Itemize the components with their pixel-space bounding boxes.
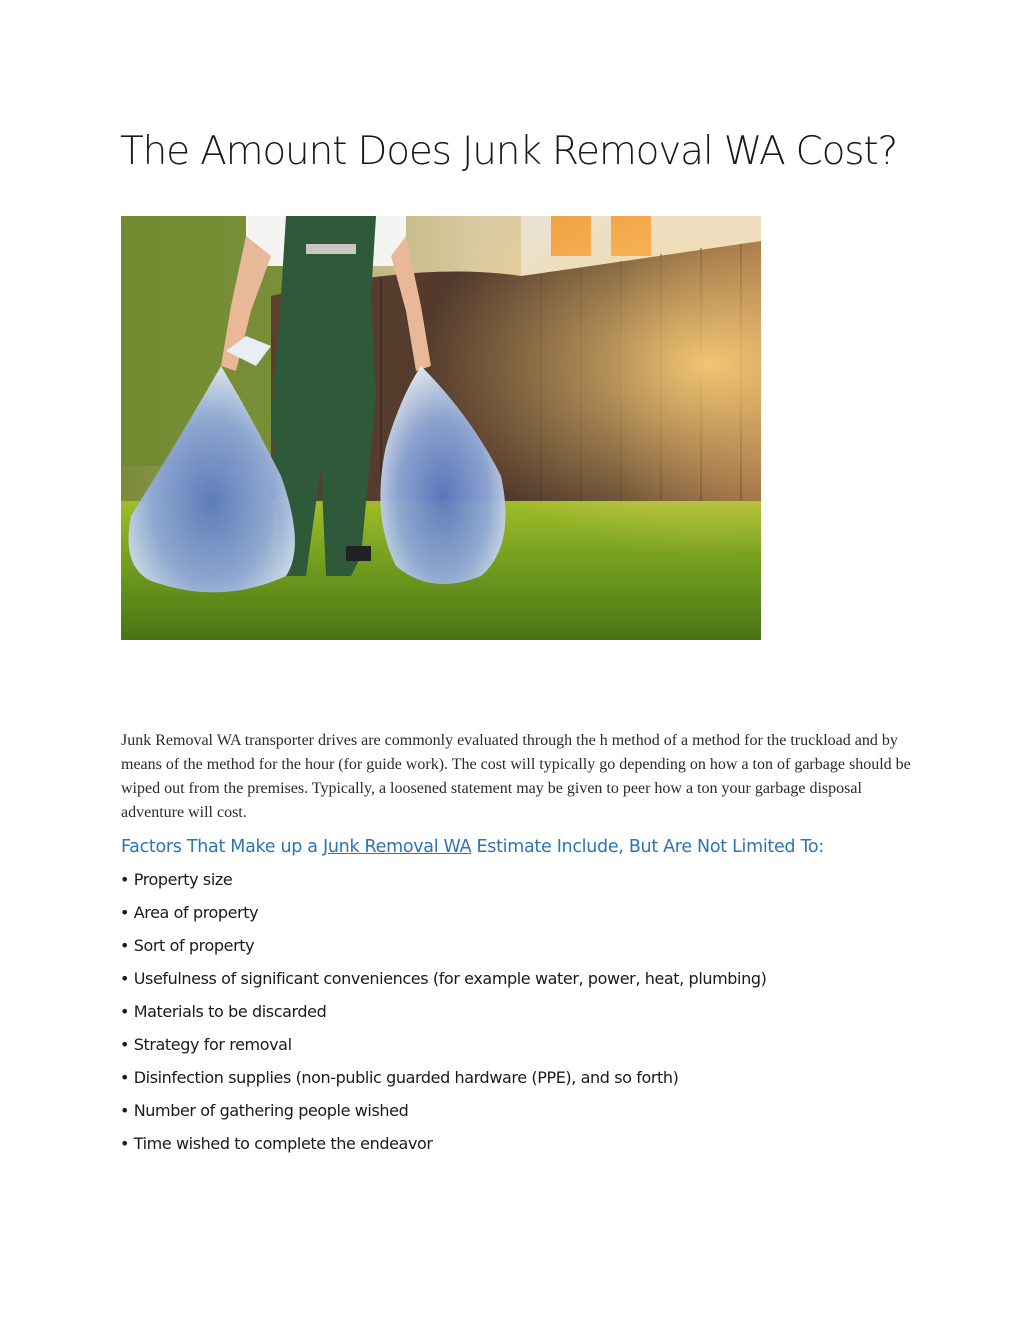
factors-list — [120, 866, 766, 1163]
list-item: • Area of property — [120, 903, 259, 922]
list-item: • Materials to be discarded — [120, 1002, 327, 1021]
factors-heading-after: Estimate Include, But Are Not Limited To: — [471, 837, 824, 857]
list-item: • Disinfection supplies (non-public guarded hardware (PPE), and so forth) — [120, 1068, 679, 1087]
list-item: • Number of gathering people wished — [120, 1101, 409, 1120]
page-title: The Amount Does Junk Removal WA Cost? — [120, 129, 898, 174]
factors-heading — [121, 834, 824, 860]
list-item: • Strategy for removal — [120, 1035, 292, 1054]
list-item: • Usefulness of significant conveniences (for example water, power, heat, plumbing) — [120, 969, 767, 988]
intro-paragraph: Junk Removal WA transporter drives are commonly evaluated through the h method of a method for the truckload and by means of the method for the hour (for guide work). The cost will typically go depending on how a ton of garbage should be wiped out from the premises. Typically, a loosened statement may be given to peer how a ton your garbage disposal adventure will cost. — [121, 732, 911, 821]
junk-removal-wa-link[interactable]: Junk Removal WA — [323, 837, 472, 857]
factors-heading-before: Factors That Make up a — [121, 837, 323, 857]
list-item: • Time wished to complete the endeavor — [120, 1134, 433, 1153]
list-item: • Property size — [120, 870, 233, 889]
junk-removal-photo — [121, 216, 761, 640]
list-item: • Sort of property — [120, 936, 255, 955]
